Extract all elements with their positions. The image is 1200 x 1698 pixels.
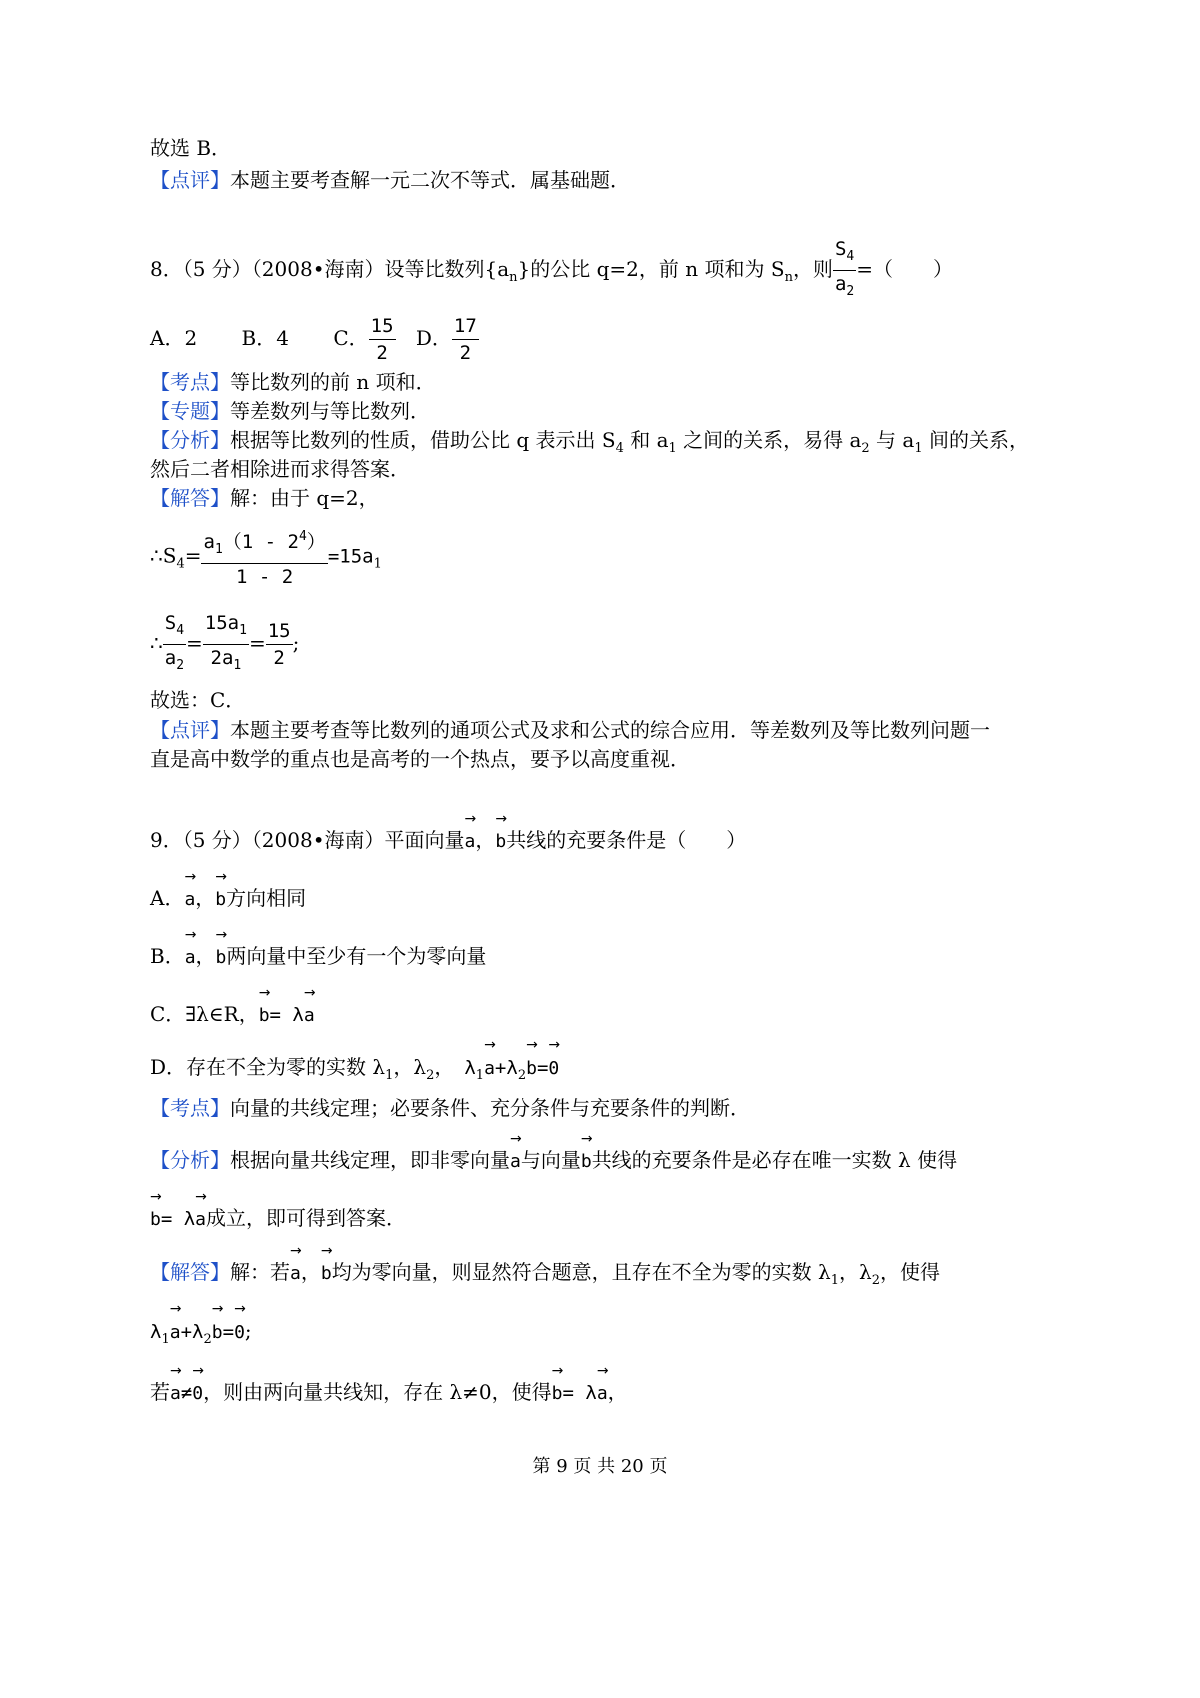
option-label: D． [150, 1055, 187, 1079]
q8-choice: 故选：C． [150, 688, 246, 712]
jieda-text: 均为零向量，则显然符合题意，且存在不全为零的实数 λ [331, 1260, 831, 1284]
eq-sign: = [186, 631, 203, 655]
dianping-text: 本题主要考查等比数列的通项公式及求和公式的综合应用．等差数列及等比数列问题一 [230, 718, 990, 742]
vector-a: → a [195, 1189, 207, 1230]
eq1-fraction [201, 524, 327, 590]
q9-option-a [150, 869, 307, 918]
frac-sub: 1 [214, 542, 223, 557]
eq2-fraction-3 [266, 618, 293, 671]
q9-option-d [150, 1037, 561, 1095]
q8-stem-text-3: ，则 [792, 257, 833, 281]
frac-den: 2a [210, 647, 234, 669]
comma: ， [475, 828, 496, 852]
fenxi-text: 成立，即可得到答案． [206, 1206, 407, 1230]
fenxi-sub: 2 [861, 441, 870, 456]
q9-jieda-equation [150, 1301, 252, 1359]
frac-sub: 1 [239, 623, 247, 638]
sub: 2 [517, 1068, 527, 1083]
vector-a: → a [484, 1037, 496, 1079]
prev-answer-choice: 故选 B． [150, 136, 232, 160]
q8-fenxi-line2: 然后二者相除进而求得答案． [150, 457, 410, 481]
vector-b-letter: b [215, 947, 227, 968]
comma: ， [195, 944, 216, 968]
vector-b-letter: b [150, 1209, 161, 1230]
sub: 1 [385, 1068, 394, 1083]
vector-zero: → 0 [548, 1037, 561, 1079]
q8-dianping-line2: 直是高中数学的重点也是高考的一个热点，要予以高度重视． [150, 747, 690, 771]
plus: + [180, 1321, 193, 1343]
fenxi-tag: 【分析】 [150, 1148, 230, 1172]
vector-b: → b [495, 811, 508, 852]
frac-sup: 4 [298, 529, 307, 544]
frac-num: 17 [452, 313, 479, 340]
vector-a: → a [510, 1131, 522, 1172]
jieda-text: 解：若 [230, 1260, 290, 1284]
vector-b-letter: b [495, 831, 507, 852]
frac-num: 15a [204, 612, 240, 634]
q9-option-b [150, 927, 487, 976]
frac-sub: 2 [176, 658, 185, 673]
fenxi-text: 与向量 [520, 1148, 581, 1172]
frac-num-sub: 4 [846, 249, 855, 264]
eq-sign: = [248, 631, 266, 655]
fenxi-text: 之间的关系，易得 a [676, 428, 862, 452]
q8-option-d-fraction [452, 313, 479, 366]
option-label: A． [150, 886, 185, 910]
q9-last-line [150, 1363, 628, 1412]
frac-den: 2 [459, 342, 472, 364]
jieda-text: 若 [150, 1380, 170, 1404]
vector-a-letter: a [195, 1209, 207, 1230]
comma: ， [300, 1260, 321, 1284]
vector-b: → b [580, 1131, 593, 1172]
frac-num-rest: （1 - 2 [222, 531, 299, 553]
option-label: B． [150, 944, 185, 968]
vector-a-letter: a [184, 947, 196, 968]
vector-b-letter: b [211, 1322, 223, 1343]
fenxi-text: 间的关系， [922, 428, 1029, 452]
vector-b: → b [211, 1301, 224, 1343]
vector-a: → a [303, 985, 316, 1026]
eq-lead: ∴S [150, 543, 177, 568]
vector-a: → a [170, 1363, 182, 1404]
vector-b: → b [215, 869, 228, 910]
comment-text: 本题主要考查解一元二次不等式．属基础题． [230, 168, 630, 192]
fenxi-text: 根据向量共线定理，即非零向量 [230, 1148, 510, 1172]
q8-equation-2 [150, 610, 299, 679]
frac-den: 2 [376, 342, 388, 364]
jieda-text: 解：由于 q=2， [230, 486, 379, 510]
fenxi-text: 和 a [623, 428, 669, 452]
comma: ， [607, 1380, 628, 1404]
frac-den: 2 [273, 647, 285, 669]
sub: 1 [161, 1332, 170, 1347]
vector-zero-letter: 0 [234, 1322, 245, 1343]
equals: = [536, 1057, 549, 1079]
q9-kaodian [150, 1094, 750, 1122]
equals-lambda: = λ [562, 1382, 597, 1404]
kaodian-text: 等比数列的前 n 项和． [230, 370, 436, 394]
eq-sub: 1 [373, 556, 382, 572]
fenxi-text: 与 a [869, 428, 915, 452]
zhuanti-tag: 【专题】 [150, 399, 230, 423]
q9-stem [150, 811, 747, 860]
eq-result: =15a [327, 545, 374, 568]
vector-b-letter: b [258, 1005, 270, 1026]
q8-jieda [150, 484, 379, 512]
lambda: λ [192, 1321, 204, 1343]
eq2-fraction-2 [203, 610, 249, 679]
q8-dianping [150, 716, 990, 744]
eq2-fraction-1 [163, 610, 186, 679]
q8-option-d-label: D． [415, 326, 452, 350]
vector-zero-letter: 0 [192, 1383, 204, 1404]
sub: 2 [426, 1068, 435, 1083]
vector-a-letter: a [290, 1263, 301, 1284]
vector-a: → a [184, 869, 197, 910]
kaodian-tag: 【考点】 [150, 370, 230, 394]
comma: ， [195, 886, 216, 910]
frac-den: a [164, 647, 177, 669]
kaodian-tag: 【考点】 [150, 1096, 230, 1120]
equals-lambda: = λ [160, 1208, 196, 1230]
q8-stem-text: 8．（5 分）（2008•海南）设等比数列{a [150, 257, 510, 281]
q8-option-c-label: C． [333, 326, 369, 350]
vector-a-letter: a [484, 1058, 495, 1079]
q8-options [150, 312, 479, 366]
q8-stem-sub-n: n [509, 270, 518, 285]
vector-a: → a [596, 1363, 609, 1404]
frac-num: a [203, 531, 215, 553]
vector-a-letter: a [303, 1005, 315, 1026]
vector-zero: → 0 [192, 1363, 205, 1404]
option-label: C． [150, 1002, 186, 1026]
vector-a-letter: a [596, 1383, 608, 1404]
dianping-tag: 【点评】 [150, 718, 230, 742]
jieda-text: ，使得 [879, 1260, 940, 1284]
option-text: ∃λ∈R， [185, 1002, 259, 1026]
eq-end: ; [292, 631, 300, 655]
fenxi-text: 共线的充要条件是必存在唯一实数 λ 使得 [591, 1148, 958, 1172]
vector-a-letter: a [170, 1383, 181, 1404]
comment-tag: 【点评】 [150, 168, 230, 192]
vector-b: → b [320, 1243, 333, 1284]
frac-num: 15 [369, 313, 396, 340]
vector-b-letter: b [580, 1151, 592, 1172]
q8-kaodian [150, 368, 436, 396]
plus: + [494, 1057, 507, 1079]
sub: 2 [203, 1332, 212, 1347]
frac-num: S [834, 238, 847, 260]
vector-a-letter: a [464, 831, 476, 852]
semicolon: ; [244, 1319, 252, 1343]
option-text: ，λ [393, 1055, 427, 1079]
vector-b: → b [150, 1189, 162, 1230]
q9-fenxi-line2 [150, 1189, 407, 1238]
fenxi-sub: 1 [668, 441, 677, 456]
sub: 1 [475, 1068, 485, 1083]
frac-num: 15 [266, 618, 293, 645]
q8-option-a: A．2 [150, 326, 198, 350]
q8-stem-fraction [833, 236, 856, 305]
vector-a: → a [169, 1301, 182, 1343]
vector-b: → b [526, 1037, 538, 1079]
vector-b-letter: b [320, 1263, 332, 1284]
vector-a-letter: a [169, 1322, 181, 1343]
comma: ， [434, 1055, 455, 1079]
jieda-tag: 【解答】 [150, 1260, 230, 1284]
frac-num: S [164, 612, 177, 634]
frac-den: a [834, 273, 847, 295]
eq-sub: 4 [176, 556, 185, 572]
frac-sub: 1 [233, 658, 242, 673]
q9-stem-text: 9．（5 分）（2008•海南）平面向量 [150, 828, 465, 852]
vector-b: → b [258, 985, 271, 1026]
sub: 1 [830, 1273, 840, 1288]
vector-b: → b [551, 1363, 564, 1404]
q8-stem [150, 236, 953, 306]
frac-close: ） [306, 531, 326, 553]
lambda: λ [506, 1057, 518, 1079]
sub: 2 [871, 1273, 880, 1288]
jieda-text: ，λ [839, 1260, 872, 1284]
option-text: 两向量中至少有一个为零向量 [226, 944, 487, 968]
fenxi-sub: 4 [615, 441, 624, 456]
lambda: λ [150, 1321, 162, 1343]
prev-comment [150, 166, 630, 194]
eq-sign: = [184, 543, 202, 568]
lambda: λ [464, 1057, 476, 1079]
option-text: 存在不全为零的实数 λ [186, 1055, 386, 1079]
q9-jieda [150, 1243, 940, 1299]
q9-fenxi [150, 1131, 958, 1180]
frac-den-sub: 2 [846, 284, 855, 299]
zhuanti-text: 等差数列与等比数列． [230, 399, 430, 423]
q8-equation-1 [150, 524, 382, 593]
vector-a: → a [464, 811, 477, 852]
equals: = [222, 1321, 235, 1343]
q8-stem-end: =（ ） [856, 257, 953, 281]
q8-option-b: B．4 [241, 326, 289, 350]
q8-option-c-fraction [369, 313, 396, 366]
jieda-text: ，则由两向量共线知，存在 λ≠0，使得 [203, 1380, 552, 1404]
jieda-tag: 【解答】 [150, 486, 230, 510]
vector-a-letter: a [184, 889, 196, 910]
q8-stem-text-2: }的公比 q=2，前 n 项和为 S [517, 257, 785, 281]
vector-zero: → 0 [234, 1301, 246, 1343]
vector-a-letter: a [510, 1151, 521, 1172]
fenxi-sub: 1 [914, 441, 923, 456]
equals-lambda: = λ [269, 1004, 304, 1026]
q8-stem-sub-sn: n [784, 270, 793, 285]
not-equal: ≠ [180, 1382, 193, 1404]
vector-b-letter: b [551, 1383, 563, 1404]
frac-sub: 4 [176, 623, 185, 638]
vector-b-letter: b [215, 889, 227, 910]
vector-b-letter: b [526, 1058, 537, 1079]
kaodian-text: 向量的共线定理；必要条件、充分条件与充要条件的判断． [230, 1096, 750, 1120]
vector-b: → b [215, 927, 228, 968]
fenxi-text: 根据等比数列的性质，借助公比 q 表示出 S [230, 428, 616, 452]
q9-stem-end: 共线的充要条件是（ ） [506, 828, 747, 852]
vector-a: → a [184, 927, 197, 968]
q9-option-c [150, 985, 316, 1034]
vector-zero-letter: 0 [548, 1058, 560, 1079]
q8-zhuanti [150, 397, 430, 425]
eq-lead: ∴ [150, 631, 163, 655]
option-text: 方向相同 [226, 886, 307, 910]
frac-den: 1 - 2 [236, 566, 294, 588]
vector-a: → a [290, 1243, 302, 1284]
page-footer: 第 9 页 共 20 页 [532, 1456, 668, 1477]
fenxi-tag: 【分析】 [150, 428, 230, 452]
